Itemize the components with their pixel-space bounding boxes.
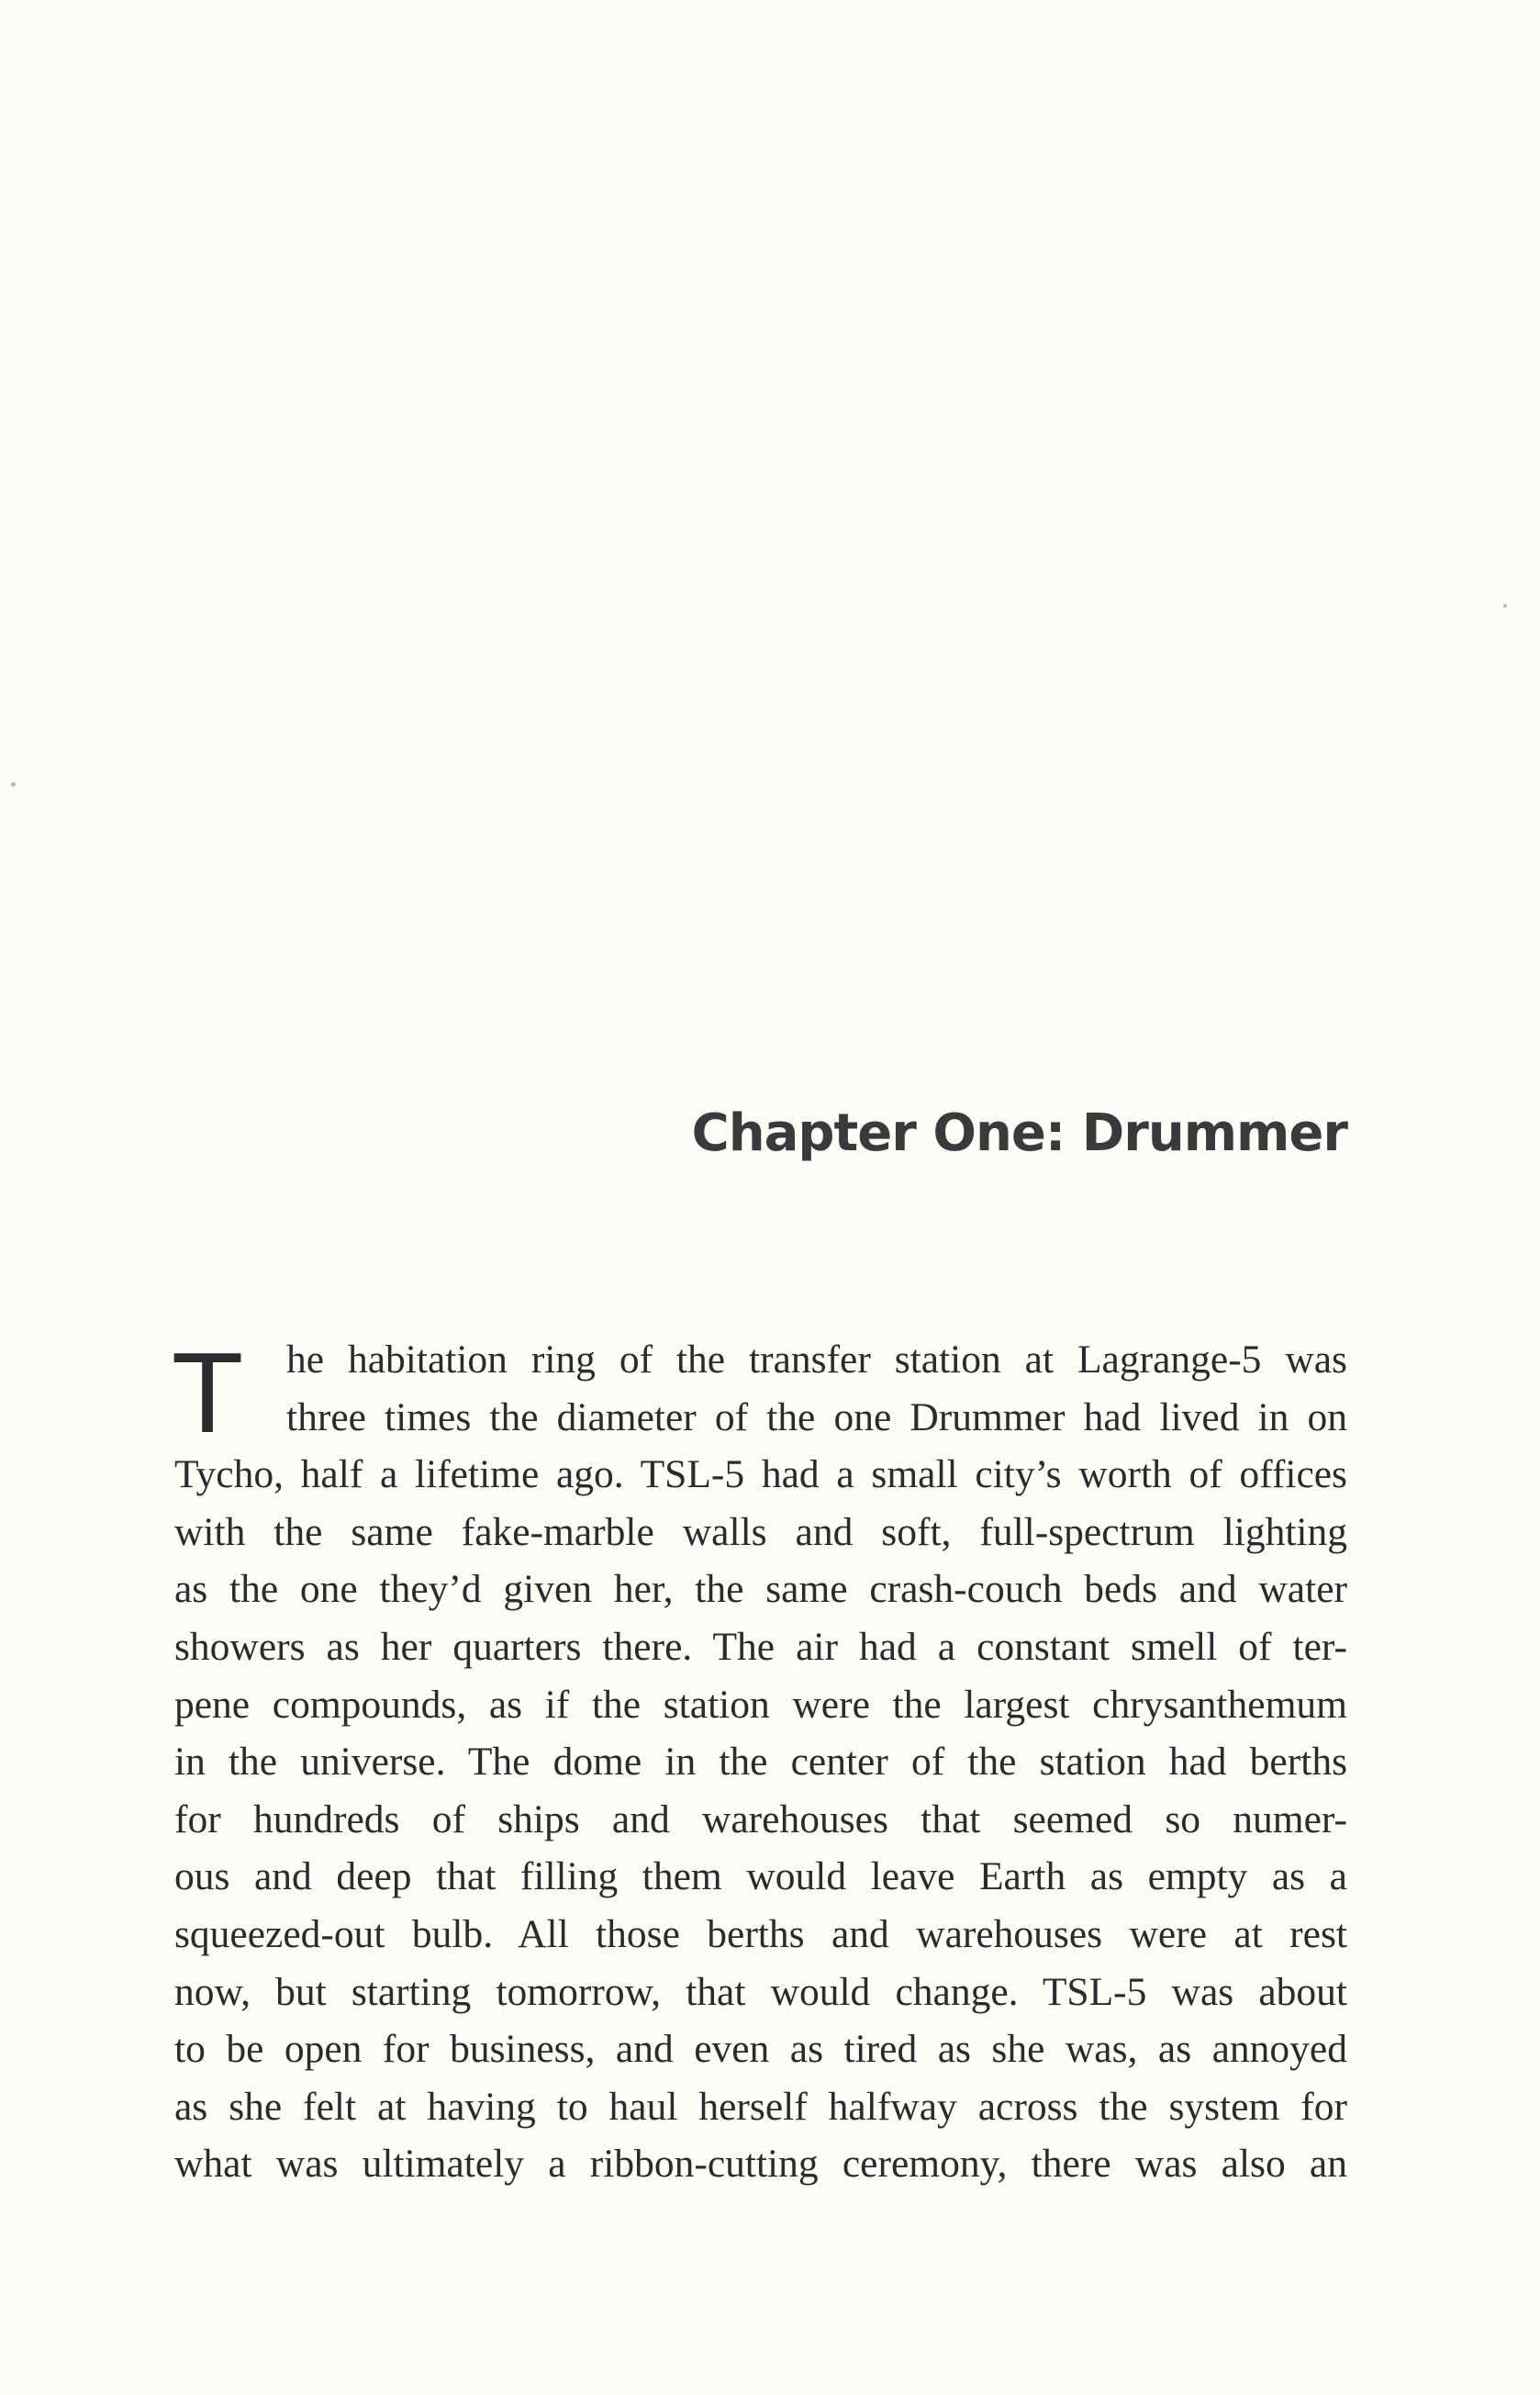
text-line: in the universe. The dome in the center of the station had berths xyxy=(174,1740,1347,1785)
text-line: with the same fake-marble walls and soft, full-spectrum lighting xyxy=(174,1509,1347,1554)
paper-speck xyxy=(11,782,16,787)
chapter-title: Chapter One: Drummer xyxy=(691,1103,1347,1163)
text-line: showers as her quarters there. The air had a constant smell of ter- xyxy=(174,1624,1347,1669)
text-line: what was ultimately a ribbon-cutting ceremony, there was also an xyxy=(174,2142,1347,2187)
paper-speck xyxy=(1503,604,1507,608)
text-line: ous and deep that filling them would leave Earth as empty as a xyxy=(174,1854,1347,1899)
text-line: for hundreds of ships and warehouses that seemed so numer- xyxy=(174,1796,1347,1841)
text-line: squeezed-out bulb. All those berths and warehouses were at rest xyxy=(174,1911,1347,1956)
text-line: now, but starting tomorrow, that would change. TSL-5 was about xyxy=(174,1969,1347,2014)
drop-cap: T xyxy=(174,1331,241,1458)
body-paragraph xyxy=(174,1331,1347,2193)
text-line: Tycho, half a lifetime ago. TSL-5 had a small city’s worth of offices xyxy=(174,1452,1347,1497)
text-line: three times the diameter of the one Drummer had lived in on xyxy=(286,1394,1347,1439)
text-line: as the one they’d given her, the same crash-couch beds and water xyxy=(174,1567,1347,1612)
text-line: as she felt at having to haul herself halfway across the system for xyxy=(174,2084,1347,2129)
text-line: to be open for business, and even as tired as she was, as annoyed xyxy=(174,2027,1347,2072)
text-line: he habitation ring of the transfer station at Lagrange-5 was xyxy=(286,1337,1347,1382)
text-line: pene compounds, as if the station were the largest chrysanthemum xyxy=(174,1682,1347,1727)
